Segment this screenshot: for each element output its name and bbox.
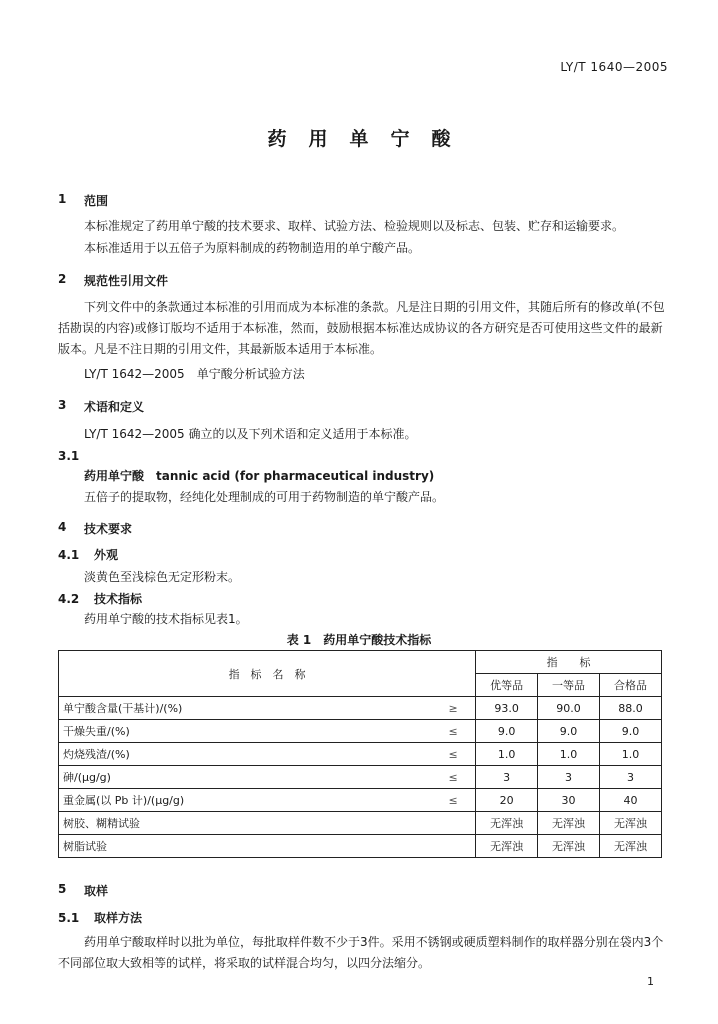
- row-value: 无浑浊: [476, 835, 538, 858]
- section-1-para-2: 本标准适用于以五倍子为原料制成的药物制造用的单宁酸产品。: [84, 241, 421, 255]
- section-2-para-1: 下列文件中的条款通过本标准的引用而成为本标准的条款。凡是注日期的引用文件，其随后所有的修改单(不包括勘误的内容)或修订版均不适用于本标准，然而，鼓励根据本标准达成协议的各方研究是否可使用这些文件的最新版本。凡是不注日期的引用文件，其最新版本适用于本标准。: [58, 300, 665, 356]
- page-number: 1: [647, 975, 654, 988]
- section-3-para-1: LY/T 1642—2005 确立的以及下列术语和定义适用于本标准。: [84, 427, 417, 441]
- technical-index-table: [58, 650, 662, 858]
- term-entry: 药用单宁酸 tannic acid (for pharmaceutical industry): [84, 469, 435, 483]
- row-name: 树脂试验: [59, 835, 432, 858]
- table-row: [59, 812, 662, 835]
- table-row: [59, 697, 662, 720]
- row-value: 30: [538, 789, 600, 812]
- document-title: 药用单宁酸: [267, 128, 473, 150]
- section-5-number: 5: [58, 882, 67, 896]
- section-1-number: 1: [58, 192, 67, 206]
- row-value: 3: [600, 766, 662, 789]
- section-4-title: 技术要求: [84, 522, 133, 536]
- row-limit: ≤: [431, 766, 476, 789]
- grade-header: 一等品: [538, 674, 600, 697]
- row-value: 无浑浊: [600, 835, 662, 858]
- row-name: 重金属(以 Pb 计)/(μg/g): [59, 789, 432, 812]
- row-value: 无浑浊: [476, 812, 538, 835]
- row-value: 无浑浊: [600, 812, 662, 835]
- row-value: 1.0: [538, 743, 600, 766]
- section-4-number: 4: [58, 520, 67, 534]
- row-value: 90.0: [538, 697, 600, 720]
- table-caption: 表 1 药用单宁酸技术指标: [286, 633, 432, 647]
- table-header-row: [59, 651, 662, 674]
- table-row: [59, 743, 662, 766]
- row-value: 1.0: [476, 743, 538, 766]
- subsection-5-1-number: 5.1: [58, 911, 80, 925]
- section-5-title: 取样: [84, 884, 109, 898]
- row-value: 9.0: [538, 720, 600, 743]
- row-limit: ≤: [431, 789, 476, 812]
- section-1-title: 范围: [84, 194, 109, 208]
- table-row: [59, 789, 662, 812]
- row-name: 树胶、糊精试验: [59, 812, 432, 835]
- header-index: 指 标: [476, 651, 662, 674]
- normative-reference: LY/T 1642—2005 单宁酸分析试验方法: [84, 367, 305, 381]
- technical-index-text: 药用单宁酸的技术指标见表1。: [84, 612, 248, 626]
- subsection-4-2-number: 4.2: [58, 592, 80, 606]
- row-value: 88.0: [600, 697, 662, 720]
- row-value: 9.0: [600, 720, 662, 743]
- subsection-4-1-title: 外观: [94, 548, 119, 562]
- grade-header: 优等品: [476, 674, 538, 697]
- row-value: 9.0: [476, 720, 538, 743]
- row-value: 无浑浊: [538, 812, 600, 835]
- row-limit: ≤: [431, 743, 476, 766]
- subsection-5-1-title: 取样方法: [94, 911, 143, 925]
- row-value: 93.0: [476, 697, 538, 720]
- section-3-number: 3: [58, 398, 67, 412]
- table-row: [59, 720, 662, 743]
- subsection-4-1-number: 4.1: [58, 548, 80, 562]
- sampling-method-text: 药用单宁酸取样时以批为单位，每批取样件数不少于3件。采用不锈钢或硬质塑料制作的取样器分别在袋内3个不同部位取大致相等的试样，将采取的试样混合均匀，以四分法缩分。: [58, 935, 664, 970]
- row-limit: [431, 835, 476, 858]
- row-limit: ≤: [431, 720, 476, 743]
- section-2-number: 2: [58, 272, 67, 286]
- row-value: 3: [476, 766, 538, 789]
- appearance-text: 淡黄色至浅棕色无定形粉末。: [84, 570, 241, 584]
- term-definition: 五倍子的提取物，经纯化处理制成的可用于药物制造的单宁酸产品。: [84, 490, 445, 504]
- row-name: 干燥失重/(%): [59, 720, 432, 743]
- table-row: [59, 766, 662, 789]
- row-value: 20: [476, 789, 538, 812]
- subsection-4-2-title: 技术指标: [94, 592, 143, 606]
- section-1-para-1: 本标准规定了药用单宁酸的技术要求、取样、试验方法、检验规则以及标志、包装、贮存和运输要求。: [84, 219, 625, 233]
- table-row: [59, 835, 662, 858]
- grade-header: 合格品: [600, 674, 662, 697]
- section-2-title: 规范性引用文件: [84, 274, 169, 288]
- row-limit: ≥: [431, 697, 476, 720]
- row-name: 砷/(μg/g): [59, 766, 432, 789]
- row-value: 40: [600, 789, 662, 812]
- header-index-name: 指 标 名 称: [59, 651, 476, 697]
- row-limit: [431, 812, 476, 835]
- subsection-3-1-number: 3.1: [58, 449, 80, 463]
- standard-code: LY/T 1640—2005: [560, 60, 668, 74]
- section-3-title: 术语和定义: [84, 400, 145, 414]
- row-value: 无浑浊: [538, 835, 600, 858]
- row-value: 3: [538, 766, 600, 789]
- row-value: 1.0: [600, 743, 662, 766]
- row-name: 灼烧残渣/(%): [59, 743, 432, 766]
- row-name: 单宁酸含量(干基计)/(%): [59, 697, 432, 720]
